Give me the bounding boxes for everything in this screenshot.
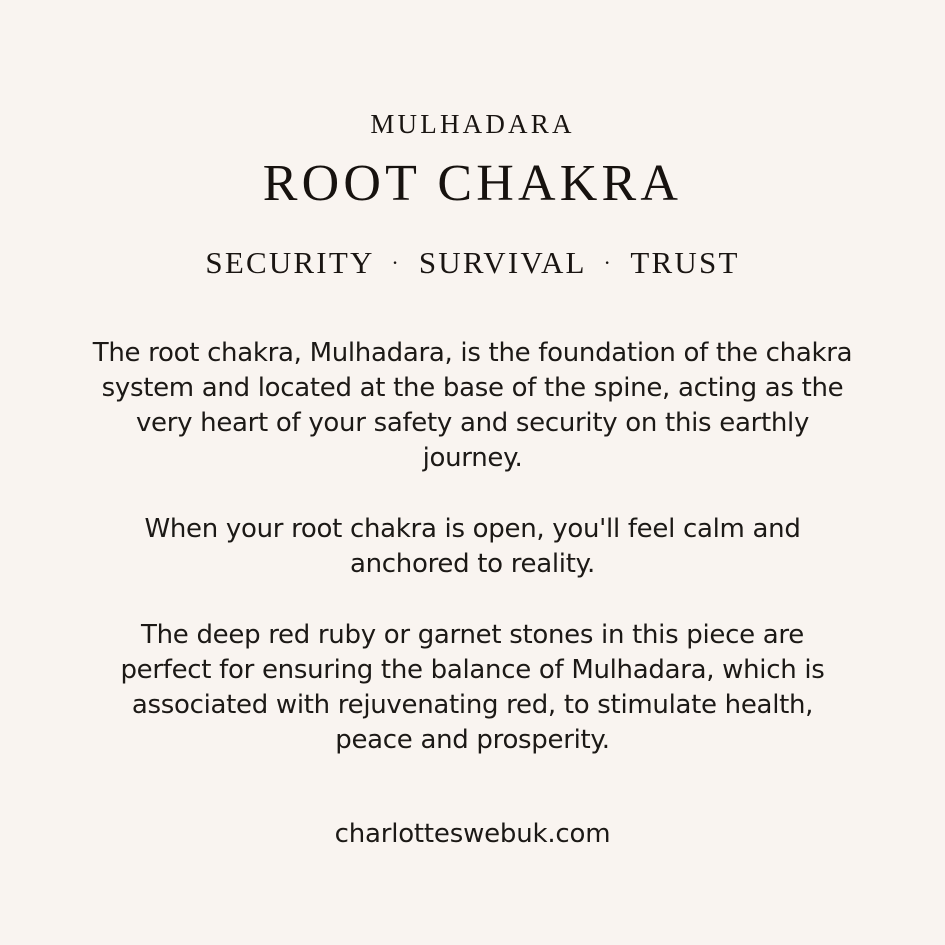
chakra-keywords [205,247,739,278]
page-title: ROOT CHAKRA [262,155,683,212]
keyword-separator-icon: · [391,250,401,275]
keyword-security: SECURITY [205,245,374,280]
website-url[interactable]: charlotteswebuk.com [334,819,611,849]
paragraph: When your root chakra is open, you'll feel calm and anchored to reality. [144,514,801,579]
chakra-sanskrit-name: MULHADARA [370,109,575,139]
keyword-separator-icon: · [603,250,614,275]
description-body [93,336,853,758]
keyword-trust: TRUST [630,245,740,280]
paragraph: The root chakra, Mulhadara, is the foundation of the chakra system and located at the base of the spine, acting as the very heart of your safety and security on this earthly journey. [92,338,853,473]
keyword-survival: SURVIVAL [418,245,586,280]
paragraph: The deep red ruby or garnet stones in this piece are perfect for ensuring the balance of Mulhadara, which is associated with rejuvenating red, to stimulate health, peace and prosperity. [120,620,825,755]
